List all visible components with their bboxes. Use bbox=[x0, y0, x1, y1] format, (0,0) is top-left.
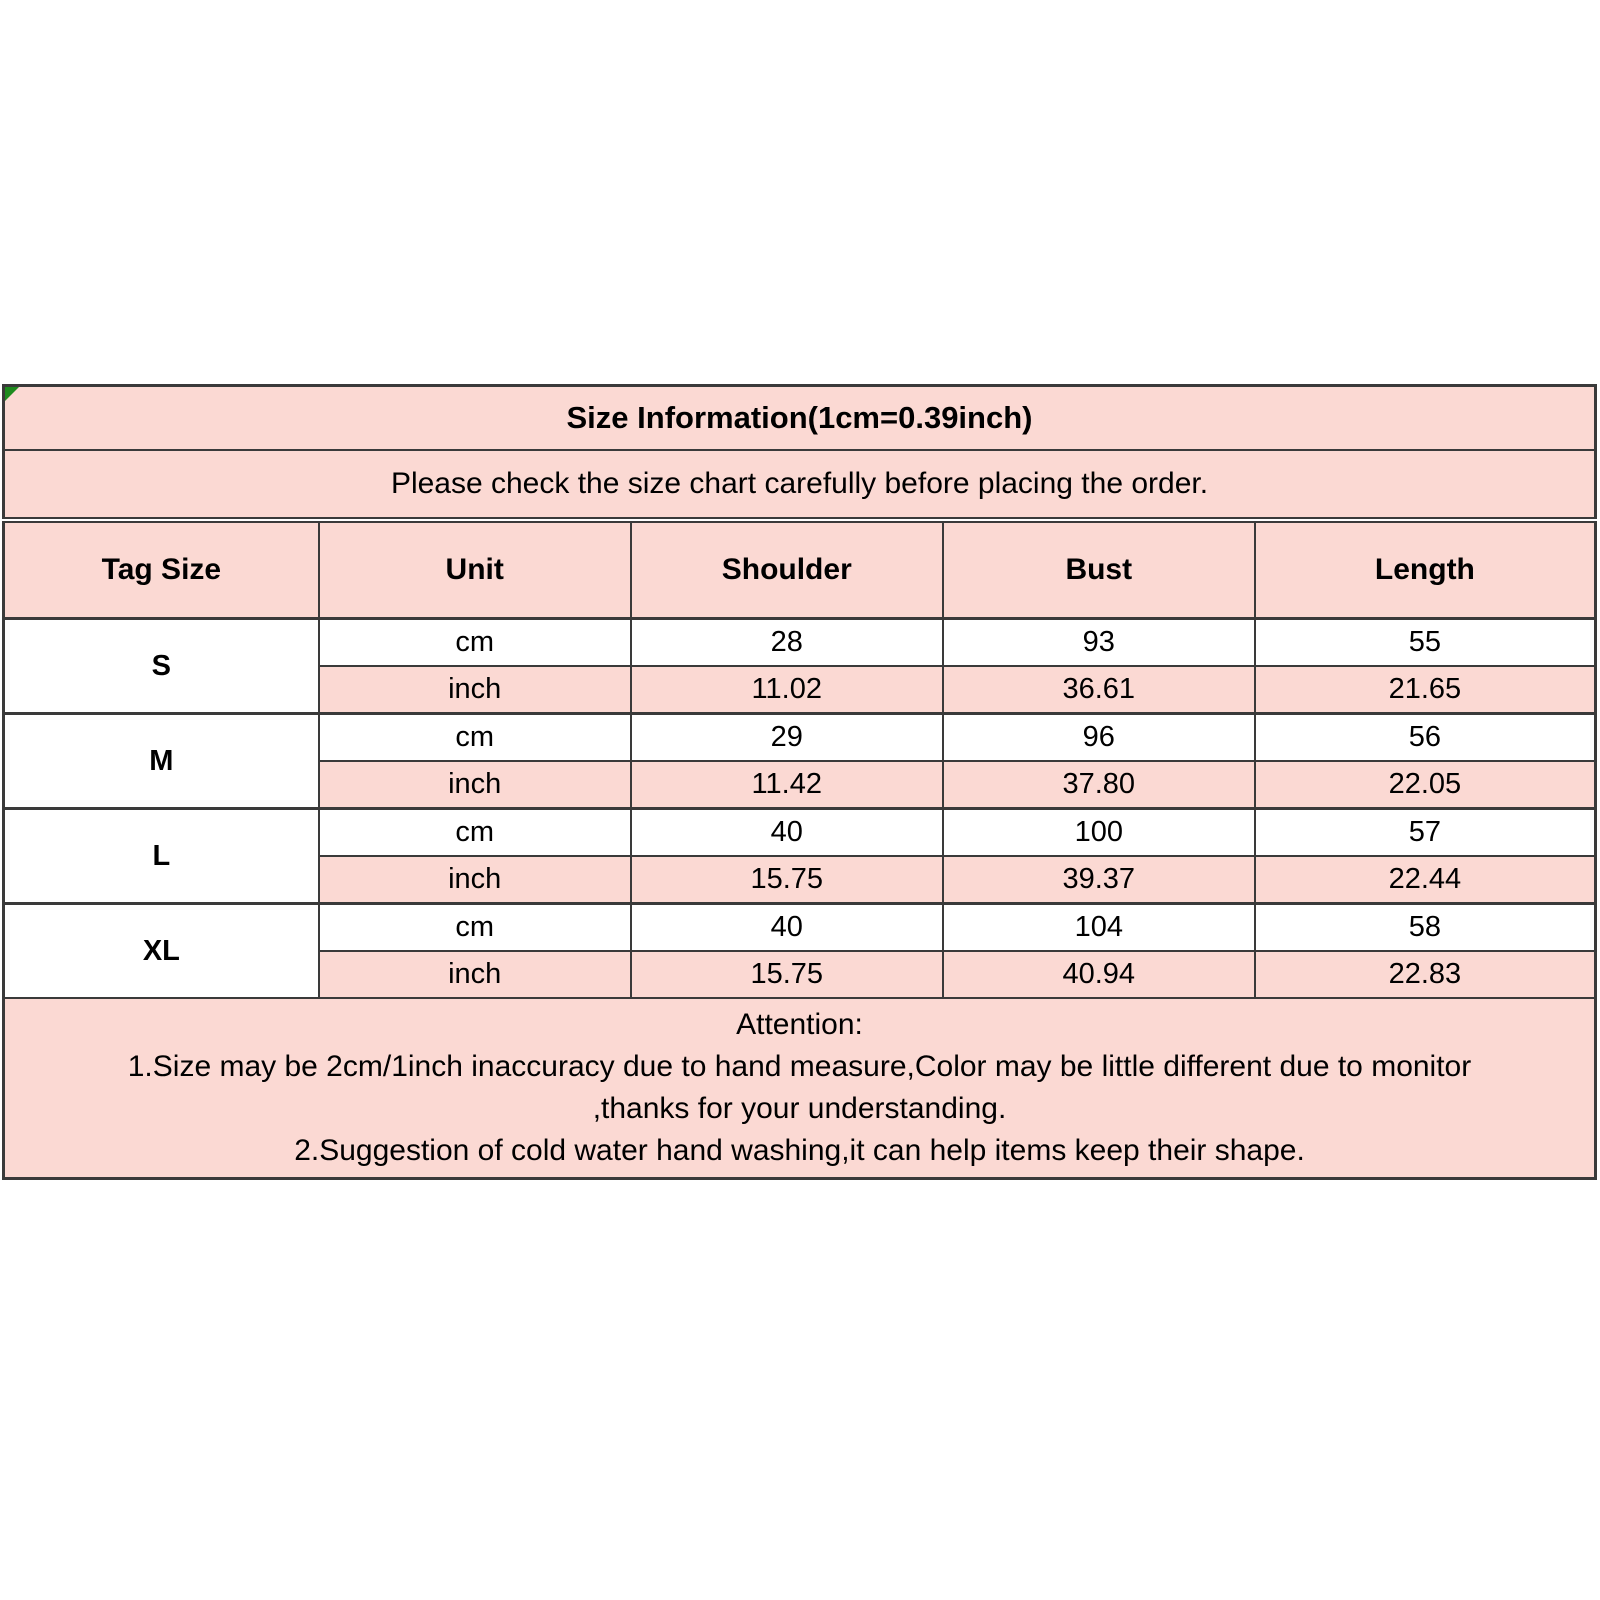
value-cell: 36.61 bbox=[943, 666, 1255, 714]
value-cell: 22.44 bbox=[1255, 856, 1596, 904]
table-row-s-cm bbox=[4, 619, 1596, 667]
subtitle-row bbox=[4, 450, 1596, 520]
column-header-row bbox=[4, 520, 1596, 619]
attention-row bbox=[4, 998, 1596, 1179]
unit-cell: cm bbox=[319, 714, 631, 762]
size-table-container bbox=[2, 384, 1597, 1180]
unit-cell: inch bbox=[319, 951, 631, 998]
attention-line: 2.Suggestion of cold water hand washing,it can help items keep their shape. bbox=[294, 1134, 1305, 1167]
tag-size-cell: S bbox=[4, 619, 319, 714]
value-cell: 40 bbox=[631, 904, 943, 952]
attention-line: ,thanks for your understanding. bbox=[592, 1092, 1007, 1125]
attention-note bbox=[4, 998, 1596, 1179]
value-cell: 22.05 bbox=[1255, 761, 1596, 809]
attention-line: 1.Size may be 2cm/1inch inaccuracy due to hand measure,Color may be little different due to monitor bbox=[127, 1050, 1472, 1083]
size-check-note: Please check the size chart carefully before placing the order. bbox=[4, 450, 1596, 520]
value-cell: 93 bbox=[943, 619, 1255, 667]
unit-cell: cm bbox=[319, 809, 631, 857]
unit-cell: cm bbox=[319, 619, 631, 667]
value-cell: 11.02 bbox=[631, 666, 943, 714]
value-cell: 37.80 bbox=[943, 761, 1255, 809]
value-cell: 100 bbox=[943, 809, 1255, 857]
col-header-shoulder: Shoulder bbox=[631, 520, 943, 619]
value-cell: 40.94 bbox=[943, 951, 1255, 998]
table-row-m-cm bbox=[4, 714, 1596, 762]
attention-heading: Attention: bbox=[736, 1008, 863, 1041]
unit-cell: cm bbox=[319, 904, 631, 952]
size-table bbox=[2, 384, 1597, 1180]
value-cell: 15.75 bbox=[631, 951, 943, 998]
tag-size-cell: M bbox=[4, 714, 319, 809]
unit-cell: inch bbox=[319, 666, 631, 714]
value-cell: 22.83 bbox=[1255, 951, 1596, 998]
value-cell: 29 bbox=[631, 714, 943, 762]
value-cell: 104 bbox=[943, 904, 1255, 952]
unit-cell: inch bbox=[319, 761, 631, 809]
value-cell: 58 bbox=[1255, 904, 1596, 952]
col-header-length: Length bbox=[1255, 520, 1596, 619]
col-header-unit: Unit bbox=[319, 520, 631, 619]
table-row-xl-cm bbox=[4, 904, 1596, 952]
tag-size-cell: XL bbox=[4, 904, 319, 999]
value-cell: 39.37 bbox=[943, 856, 1255, 904]
unit-cell: inch bbox=[319, 856, 631, 904]
value-cell: 40 bbox=[631, 809, 943, 857]
col-header-bust: Bust bbox=[943, 520, 1255, 619]
value-cell: 15.75 bbox=[631, 856, 943, 904]
value-cell: 55 bbox=[1255, 619, 1596, 667]
value-cell: 96 bbox=[943, 714, 1255, 762]
table-row-l-cm bbox=[4, 809, 1596, 857]
value-cell: 11.42 bbox=[631, 761, 943, 809]
tag-size-cell: L bbox=[4, 809, 319, 904]
size-info-title: Size Information(1cm=0.39inch) bbox=[4, 386, 1596, 451]
value-cell: 21.65 bbox=[1255, 666, 1596, 714]
col-header-tag-size: Tag Size bbox=[4, 520, 319, 619]
value-cell: 57 bbox=[1255, 809, 1596, 857]
value-cell: 28 bbox=[631, 619, 943, 667]
green-corner-marker-icon bbox=[5, 387, 19, 401]
value-cell: 56 bbox=[1255, 714, 1596, 762]
title-row bbox=[4, 386, 1596, 451]
